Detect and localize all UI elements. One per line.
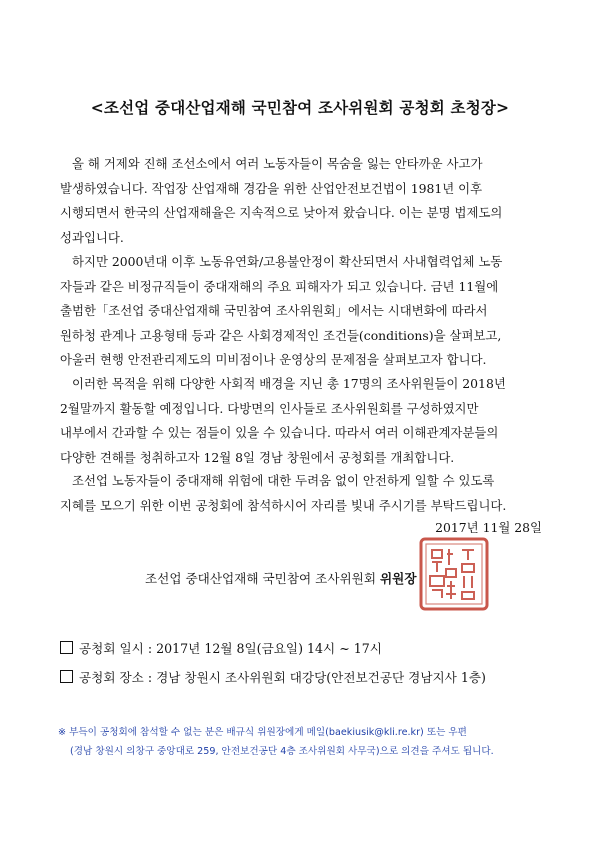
paragraph-line: 조선업 노동자들이 중대재해 위험에 대한 두려움 없이 안전하게 일할 수 있도록 (72, 473, 495, 488)
paragraph-line: 하지만 2000년대 이후 노동유연화/고용불안정이 확산되면서 사내협력업체 노동 (72, 254, 503, 269)
info-venue: 공청회 장소 : 경남 창원시 조사위원회 대강당(안전보건공단 경남지사 1층) (60, 667, 486, 686)
info-label: 공청회 장소 (79, 670, 144, 685)
representative-title: 위원장 (380, 571, 417, 586)
checkbox-square-icon (60, 670, 73, 683)
paragraph-line: 내부에서 간과할 수 있는 점들이 있을 수 있습니다. 따라서 여러 이해관계자분들의 (60, 425, 499, 440)
info-label: 공청회 일시 (79, 641, 144, 656)
organization-name: 조선업 중대산업재해 국민참여 조사위원회 (145, 571, 376, 586)
paragraph-line: 시행되면서 한국의 산업재해율은 지속적으로 낮아져 왔습니다. 이는 분명 법제도의 (60, 205, 503, 220)
paragraph-1 (60, 152, 542, 250)
paragraph-line: 2월말까지 활동할 예정입니다. 다방면의 인사들로 조사위원회를 구성하였지만 (60, 400, 479, 416)
paragraph-line: 지혜를 모으기 위한 이번 공청회에 참석하시어 자리를 빛내 주시기를 부탁드립니다. (60, 497, 507, 513)
paragraph-line: 이러한 목적을 위해 다양한 사회적 배경을 지닌 총 17명의 조사위원들이 2018년 (72, 376, 506, 391)
document-date: 2017년 11월 28일 (435, 520, 542, 535)
footnote (58, 723, 558, 761)
paragraph-4 (60, 469, 542, 518)
paragraph-line: 성과입니다. (60, 229, 124, 245)
official-seal (418, 536, 490, 612)
footnote-line: ※ 부득이 공청회에 참석할 수 없는 분은 배규식 위원장에게 메일(baekiusik@kli.re.kr) 또는 우편 (58, 727, 467, 738)
paragraph-3 (60, 372, 542, 470)
document-title: <조선업 중대산업재해 국민참여 조사위원회 공청회 초청장> (90, 98, 510, 117)
info-datetime: 공청회 일시 : 2017년 12월 8일(금요일) 14시 ~ 17시 (60, 638, 382, 657)
paragraph-line: 아울러 현행 안전관리제도의 미비점이나 운영상의 문제점을 살펴보고자 합니다. (60, 352, 487, 367)
info-value: 경남 창원시 조사위원회 대강당(안전보건공단 경남지사 1층) (156, 670, 486, 685)
checkbox-square-icon (60, 641, 73, 654)
paragraph-line: 자들과 같은 비정규직들이 중대재해의 주요 피해자가 되고 있습니다. 금년 11월에 (60, 278, 499, 294)
paragraph-line: 다양한 견해를 청취하고자 12월 8일 경남 창원에서 공청회를 개최합니다. (60, 449, 455, 465)
paragraph-line: 올 해 거제와 진해 조선소에서 여러 노동자들이 목숨을 잃는 안타까운 사고가 (72, 156, 483, 171)
info-value: 2017년 12월 8일(금요일) 14시 ~ 17시 (156, 641, 382, 656)
paragraph-line: 발생하였습니다. 작업장 산업재해 경감을 위한 산업안전보건법이 1981년 이후 (60, 180, 483, 196)
signature-line (145, 568, 417, 587)
paragraph-2 (60, 250, 542, 373)
footnote-line: (경남 창원시 의창구 중앙대로 259, 안전보건공단 4층 조사위원회 사무국)으로 의견을 주셔도 됩니다. (70, 746, 494, 757)
paragraph-line: 출범한「조선업 중대산업재해 국민참여 조사위원회」에서는 시대변화에 따라서 (60, 303, 488, 318)
paragraph-line: 원하청 관계나 고용형태 등과 같은 사회경제적인 조건들(conditions)을 살펴보고, (60, 327, 502, 343)
